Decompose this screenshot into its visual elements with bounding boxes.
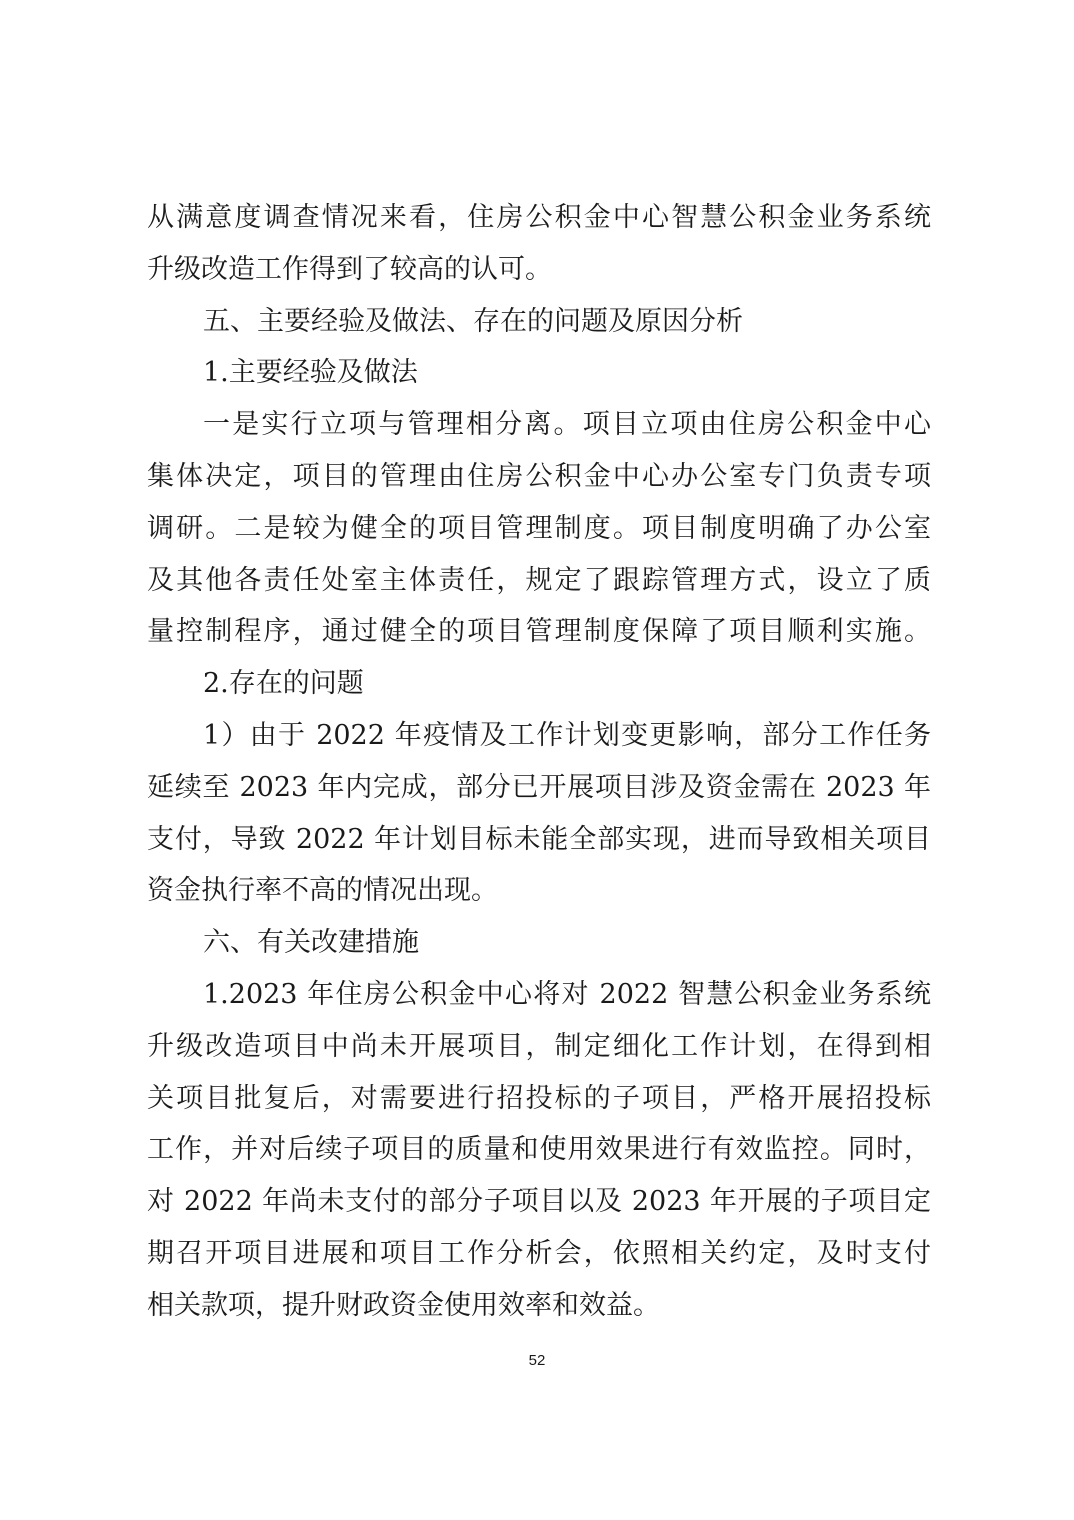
subsection-heading: 1.主要经验及做法	[203, 357, 418, 388]
text-line: 量控制程序，通过健全的项目管理制度保障了项目顺利实施。	[147, 616, 931, 647]
section-heading: 五、主要经验及做法、存在的问题及原因分析	[203, 306, 743, 337]
text-line: 升级改造工作得到了较高的认可。	[147, 254, 552, 285]
section-heading: 六、有关改建措施	[203, 927, 419, 958]
page-number: 52	[528, 1352, 546, 1369]
text-line: 升级改造项目中尚未开展项目，制定细化工作计划，在得到相	[147, 1031, 931, 1062]
text-line: 关项目批复后，对需要进行招投标的子项目，严格开展招投标	[147, 1083, 931, 1114]
text-line: 相关款项，提升财政资金使用效率和效益。	[147, 1290, 660, 1321]
text-line: 从满意度调查情况来看，住房公积金中心智慧公积金业务系统	[147, 202, 931, 233]
text-line: 对 2022 年尚未支付的部分子项目以及 2023 年开展的子项目定	[147, 1186, 931, 1217]
text-line: 资金执行率不高的情况出现。	[147, 875, 498, 906]
text-line: 一是实行立项与管理相分离。项目立项由住房公积金中心	[203, 409, 931, 440]
text-line: 延续至 2023 年内完成，部分已开展项目涉及资金需在 2023 年	[147, 772, 931, 803]
text-line: 工作，并对后续子项目的质量和使用效果进行有效监控。同时，	[147, 1134, 931, 1165]
text-line: 1.2023 年住房公积金中心将对 2022 智慧公积金业务系统	[203, 979, 931, 1010]
text-line: 集体决定，项目的管理由住房公积金中心办公室专门负责专项	[147, 461, 931, 492]
text-line: 1）由于 2022 年疫情及工作计划变更影响，部分工作任务	[203, 720, 931, 751]
text-line: 期召开项目进展和项目工作分析会，依照相关约定，及时支付	[147, 1238, 931, 1269]
text-line: 支付，导致 2022 年计划目标未能全部实现，进而导致相关项目	[147, 824, 931, 855]
subsection-heading: 2.存在的问题	[203, 668, 364, 699]
text-line: 调研。二是较为健全的项目管理制度。项目制度明确了办公室	[147, 513, 931, 544]
text-line: 及其他各责任处室主体责任，规定了跟踪管理方式，设立了质	[147, 565, 931, 596]
